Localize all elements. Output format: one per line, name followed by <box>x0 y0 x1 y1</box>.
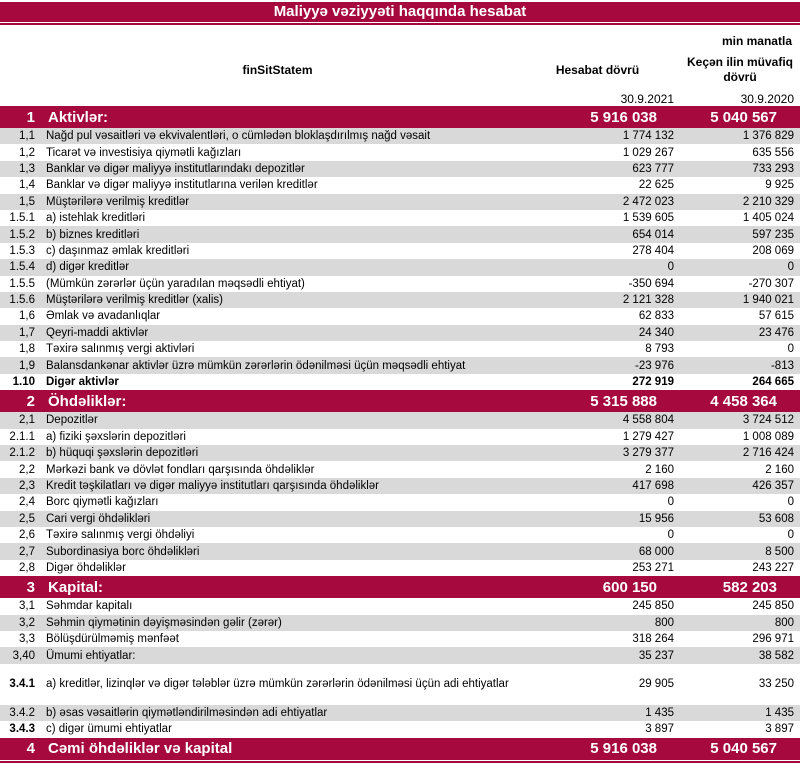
row-label: Subordinasiya borc öhdəlikləri <box>46 545 200 558</box>
row-value-previous: 5 040 567 <box>710 740 777 757</box>
row-number: 1.5.3 <box>9 244 35 257</box>
report-title-bar <box>0 2 800 22</box>
row-number: 1.5.1 <box>9 212 35 225</box>
row-value-previous: 264 665 <box>752 376 794 389</box>
row-value-previous: 3 897 <box>765 723 794 736</box>
table-row <box>0 374 800 390</box>
row-value-previous: 733 293 <box>752 162 794 175</box>
row-value-previous: 53 608 <box>758 512 794 525</box>
row-label: c) daşınmaz əmlak kreditləri <box>46 244 190 257</box>
row-number: 1.10 <box>12 376 35 389</box>
row-number: 2.1.2 <box>9 447 35 460</box>
row-number: 4 <box>26 740 35 757</box>
row-number: 1.5.5 <box>9 277 35 290</box>
row-value-current: 4 558 804 <box>622 414 674 427</box>
row-value-previous: 243 227 <box>752 561 794 574</box>
row-label: Ümumi ehtiyatlar: <box>46 649 136 662</box>
table-row <box>0 161 800 177</box>
row-label: Mərkəzi bank və dövlət fondları qarşısında öhdəliklər <box>46 463 315 476</box>
row-label: Ticarət və investisiya qiymətli kağızları <box>46 146 242 159</box>
table-row <box>0 210 800 226</box>
table-row <box>0 705 800 721</box>
row-value-current: 654 014 <box>632 228 674 241</box>
table-row <box>0 560 800 576</box>
row-number: 1,5 <box>19 195 35 208</box>
table-row <box>0 511 800 527</box>
row-value-current: 318 264 <box>632 633 674 646</box>
table-row <box>0 461 800 477</box>
page-title: Maliyyə vəziyyəti haqqında hesabat <box>273 3 527 20</box>
row-value-previous: 1 376 829 <box>742 130 794 143</box>
row-label: Aktivlər: <box>48 108 109 126</box>
table-row <box>0 308 800 324</box>
row-value-previous: 245 850 <box>752 600 794 613</box>
row-value-previous: 582 203 <box>722 578 777 596</box>
row-number: 3 <box>26 578 35 596</box>
row-label: a) kreditlər, lizinqlər və digər tələblər üzrə mümkün zərərlərin ödənilməsi üçün adi ehtiyatlar <box>46 678 509 691</box>
row-label: Digər öhdəliklər <box>46 561 126 574</box>
row-number: 1.5.4 <box>9 261 35 274</box>
row-value-current: 1 279 427 <box>622 430 674 443</box>
table-row <box>0 445 800 461</box>
date-row <box>0 92 800 106</box>
row-value-current: 2 472 023 <box>622 195 674 208</box>
row-value-current: 253 271 <box>632 561 674 574</box>
table-row <box>0 243 800 259</box>
row-value-previous: 635 556 <box>752 146 794 159</box>
row-label: Öhdəliklər: <box>48 392 127 410</box>
row-value-previous: 9 925 <box>765 179 794 192</box>
row-value-previous: 597 235 <box>752 228 794 241</box>
row-value-current: 68 000 <box>638 545 674 558</box>
row-value-previous: 33 250 <box>758 678 794 691</box>
table-row <box>0 631 800 647</box>
row-value-current: -23 976 <box>634 359 674 372</box>
row-number: 1,7 <box>19 326 35 339</box>
table-row <box>0 325 800 341</box>
row-label: Kapital: <box>48 578 104 596</box>
row-value-current: 0 <box>667 496 674 509</box>
row-label: Müştərilərə verilmiş kreditlər <box>46 195 190 208</box>
row-value-current: 1 435 <box>645 706 674 719</box>
row-label: b) hüquqi şəxslərin depozitləri <box>46 447 199 460</box>
row-value-previous: 296 971 <box>752 633 794 646</box>
row-value-current: 417 698 <box>632 480 674 492</box>
table-row <box>0 598 800 614</box>
row-label: Səhmin qiymətinin dəyişməsindən gəlir (zərər) <box>46 616 282 629</box>
row-label: Bölüşdürülməmiş mənfəət <box>46 633 179 646</box>
row-number: 3.4.1 <box>9 678 35 691</box>
column-header-row <box>0 48 800 92</box>
row-label: Təxirə salınmış vergi aktivləri <box>46 343 195 356</box>
row-number: 2,8 <box>19 561 35 574</box>
table-row <box>0 543 800 559</box>
row-value-current: -350 694 <box>628 277 674 290</box>
table-row <box>0 429 800 445</box>
row-value-current: 272 919 <box>632 376 674 389</box>
row-value-current: 5 916 038 <box>590 740 657 757</box>
row-value-current: 62 833 <box>638 310 674 323</box>
table-row <box>0 527 800 543</box>
row-value-current: 8 793 <box>645 343 674 356</box>
row-label: Cari vergi öhdəlikləri <box>46 512 151 525</box>
row-label: a) fiziki şəxslərin depozitləri <box>46 430 186 443</box>
table-row <box>0 664 800 705</box>
section-row <box>0 576 800 598</box>
row-value-current: 278 404 <box>632 244 674 257</box>
section-row <box>0 390 800 412</box>
previous-period-header: Keçən ilin müvafiq dövrü <box>686 55 794 84</box>
row-number: 1,8 <box>19 343 35 356</box>
row-label: b) biznes kreditləri <box>46 228 140 241</box>
table-row <box>0 144 800 160</box>
table-row <box>0 615 800 631</box>
row-label: Səhmdar kapitalı <box>46 600 133 613</box>
row-number: 2,1 <box>19 414 35 427</box>
row-value-current: 2 160 <box>645 463 674 476</box>
row-value-current: 1 774 132 <box>622 130 674 143</box>
row-value-previous: -270 307 <box>748 277 794 290</box>
row-label: Banklar və digər maliyyə institutlarındakı depozitlər <box>46 162 305 175</box>
row-value-previous: 57 615 <box>758 310 794 323</box>
row-value-previous: 5 040 567 <box>710 108 777 126</box>
row-value-previous: -813 <box>770 359 794 372</box>
row-value-current: 29 905 <box>638 678 674 691</box>
row-label: Banklar və digər maliyyə institutlarına verilən kreditlər <box>46 179 318 192</box>
row-label: a) istehlak kreditləri <box>46 212 146 225</box>
row-number: 2,3 <box>19 480 35 492</box>
table-row <box>0 721 800 737</box>
row-label: b) əsas vəsaitlərin qiymətləndirilməsindən adi ehtiyatlar <box>46 706 328 719</box>
row-number: 3,1 <box>19 600 35 613</box>
row-value-previous: 208 069 <box>752 244 794 257</box>
section-row <box>0 738 800 760</box>
row-value-current: 24 340 <box>638 326 674 339</box>
row-number: 1,6 <box>19 310 35 323</box>
row-number: 1,1 <box>19 130 35 143</box>
row-number: 1,2 <box>19 146 35 159</box>
row-value-current: 2 121 328 <box>622 294 674 307</box>
row-label: Nağd pul vəsaitləri və ekvivalentləri, o cümlədən bloklaşdırılmış nağd vəsait <box>46 130 431 143</box>
row-label: Balansdankənar aktivlər üzrə mümkün zərərlərin ödənilməsi üçün məqsədli ehtiyat <box>46 359 466 372</box>
row-label: Təxirə salınmış vergi öhdəliyi <box>46 529 195 542</box>
row-number: 3,3 <box>19 633 35 646</box>
row-value-current: 0 <box>667 529 674 542</box>
previous-period-date: 30.9.2020 <box>740 92 794 106</box>
table-bottom-line <box>0 761 800 763</box>
row-value-previous: 0 <box>787 529 794 542</box>
row-value-previous: 38 582 <box>758 649 794 662</box>
row-number: 2.1.1 <box>9 430 35 443</box>
row-value-current: 15 956 <box>638 512 674 525</box>
row-value-previous: 8 500 <box>765 545 794 558</box>
row-number: 1.5.2 <box>9 228 35 241</box>
row-value-current: 245 850 <box>632 600 674 613</box>
row-value-current: 0 <box>667 261 674 274</box>
row-label: Borc qiymətli kağızları <box>46 496 159 509</box>
row-value-previous: 0 <box>787 343 794 356</box>
row-number: 3.4.2 <box>9 706 35 719</box>
statement-name-header: finSitStatem <box>242 63 313 77</box>
row-label: Əmlak və avadanlıqlar <box>46 310 161 323</box>
row-value-current: 3 279 377 <box>622 447 674 460</box>
row-number: 2,2 <box>19 463 35 476</box>
row-value-current: 22 625 <box>638 179 674 192</box>
table-row <box>0 259 800 275</box>
table-row <box>0 341 800 357</box>
table-row <box>0 357 800 373</box>
row-number: 2,5 <box>19 512 35 525</box>
row-label: Cəmi öhdəliklər və kapital <box>48 740 233 757</box>
row-value-previous: 1 405 024 <box>742 212 794 225</box>
unit-label: min manatla <box>721 34 792 48</box>
row-label: Digər aktivlər <box>46 376 119 389</box>
row-value-current: 623 777 <box>632 162 674 175</box>
row-value-current: 800 <box>654 616 674 629</box>
row-value-previous: 4 458 364 <box>710 392 777 410</box>
row-label: Qeyri-maddi aktivlər <box>46 326 149 339</box>
table-row <box>0 128 800 144</box>
row-value-current: 3 897 <box>645 723 674 736</box>
row-value-previous: 1 940 021 <box>742 294 794 307</box>
section-row <box>0 106 800 128</box>
table-row <box>0 647 800 663</box>
row-value-previous: 0 <box>787 261 794 274</box>
report-table <box>0 106 800 760</box>
row-label: Depozitlər <box>46 414 98 427</box>
row-value-previous: 800 <box>774 616 794 629</box>
row-value-previous: 1 435 <box>765 706 794 719</box>
row-value-current: 1 029 267 <box>622 146 674 159</box>
row-value-previous: 0 <box>787 496 794 509</box>
row-value-previous: 3 724 512 <box>742 414 794 427</box>
row-number: 1.5.6 <box>9 294 35 307</box>
row-value-current: 600 150 <box>602 578 657 596</box>
row-value-current: 5 315 888 <box>590 392 657 410</box>
row-number: 2 <box>26 392 35 410</box>
row-label: Kredit təşkilatları və digər maliyyə institutları qarşısında öhdəliklər <box>46 480 380 492</box>
table-row <box>0 276 800 292</box>
row-number: 2,6 <box>19 529 35 542</box>
current-period-date: 30.9.2021 <box>620 92 674 106</box>
table-row <box>0 478 800 494</box>
row-number: 2,7 <box>19 545 35 558</box>
row-value-previous: 1 008 089 <box>742 430 794 443</box>
row-number: 3.4.3 <box>9 723 35 736</box>
table-row <box>0 194 800 210</box>
row-label: Müştərilərə verilmiş kreditlər (xalis) <box>46 294 223 307</box>
row-label: (Mümkün zərərlər üçün yaradılan məqsədli ehtiyat) <box>46 277 305 290</box>
row-number: 2,4 <box>19 496 35 509</box>
row-value-previous: 2 160 <box>765 463 794 476</box>
row-label: c) digər ümumi ehtiyatlar <box>46 723 172 736</box>
table-row <box>0 292 800 308</box>
row-value-current: 5 916 038 <box>590 108 657 126</box>
row-value-previous: 23 476 <box>758 326 794 339</box>
row-number: 3,2 <box>19 616 35 629</box>
table-row <box>0 226 800 242</box>
row-value-previous: 2 716 424 <box>742 447 794 460</box>
table-row <box>0 177 800 193</box>
row-number: 1,4 <box>19 179 35 192</box>
table-row <box>0 412 800 428</box>
row-value-previous: 426 357 <box>752 480 794 492</box>
row-label: d) digər kreditlər <box>46 261 130 274</box>
row-number: 1,3 <box>19 162 35 175</box>
row-number: 1 <box>26 108 35 126</box>
table-row <box>0 494 800 510</box>
row-value-previous: 2 210 329 <box>742 195 794 208</box>
row-number: 3,40 <box>12 649 35 662</box>
row-value-current: 35 237 <box>638 649 674 662</box>
current-period-header: Hesabat dövrü <box>555 63 640 77</box>
row-number: 1,9 <box>19 359 35 372</box>
row-value-current: 1 539 605 <box>622 212 674 225</box>
